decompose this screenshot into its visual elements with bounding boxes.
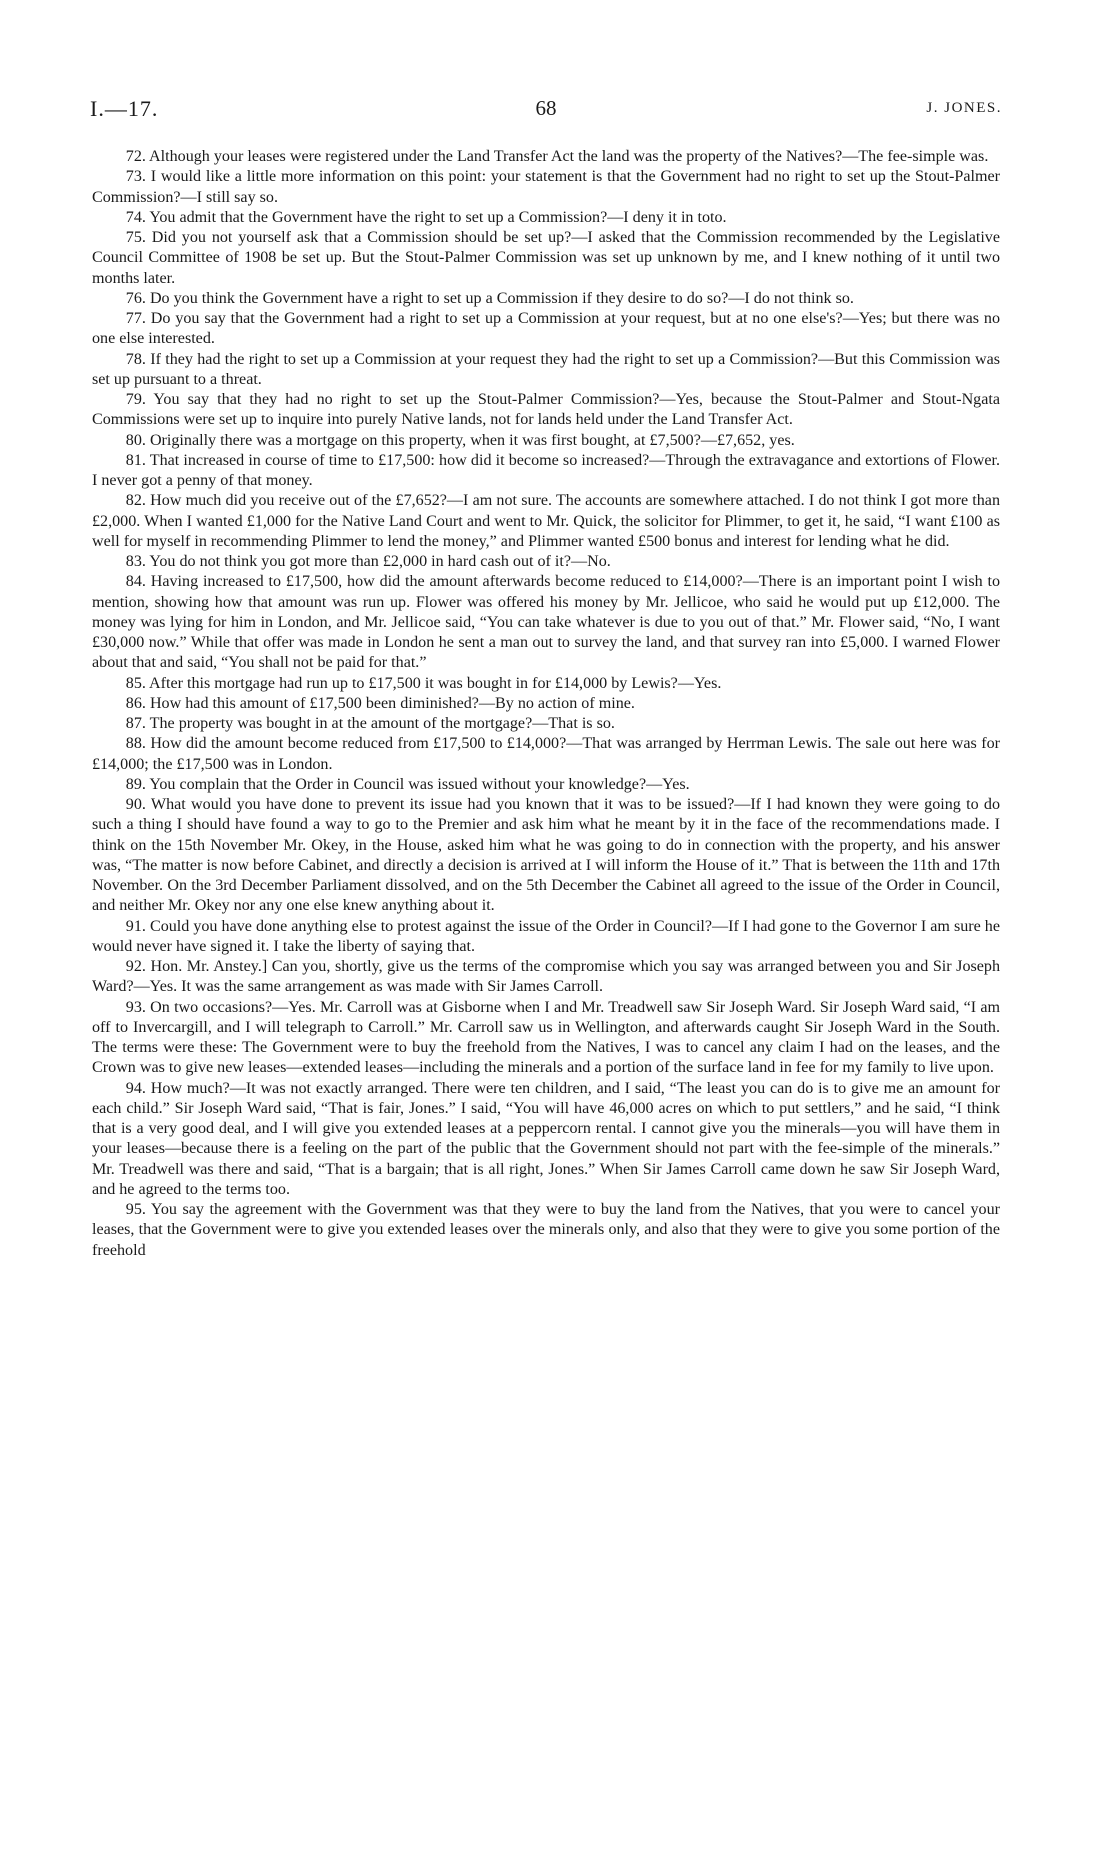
paragraph-82: 82. How much did you receive out of the £7,652?—I am not sure. The accounts are somewhere attached. I do not think I got more than £2,000. When I wanted £1,000 for the Native Land Court and went to Mr. Quick, the solicitor for Plimmer, to get it, he said, “I want £100 as well for myself in recommending Plimmer to lend the money,” and Plimmer wanted £500 bonus and interest for lending what he did.: [92, 492, 1000, 550]
paragraph-75: 75. Did you not yourself ask that a Commission should be set up?—I asked that the Commission recommended by the Legislative Council Committee of 1908 be set up. But the Stout-Palmer Commission was set up unknown by me, and I knew nothing of it until two months later.: [92, 229, 1000, 287]
paragraph-90: 90. What would you have done to prevent its issue had you known that it was to be issued?—If I had known they were going to do such a thing I should have found a way to go to the Premier and ask him what he meant by it in the face of the recommendations made. I think on the 15th November Mr. Okey, in the House, asked him what he was going to do in connection with the property, and his answer was, “The matter is now before Cabinet, and directly a decision is arrived at I will inform the House of it.” That is between the 11th and 17th November. On the 3rd December Parliament dissolved, and on the 5th December the Cabinet all agreed to the issue of the Order in Council, and neither Mr. Okey nor any one else knew anything about it.: [92, 796, 1000, 915]
paragraph-77: 77. Do you say that the Government had a right to set up a Commission at your request, but at no one else's?—Yes; but there was no one else interested.: [92, 310, 1000, 348]
paragraph-95: 95. You say the agreement with the Government was that they were to buy the land from the Natives, that you were to cancel your leases, that the Government were to give you extended leases over the minerals only, and also that they were to give you some portion of the freehold: [92, 1201, 1000, 1259]
page-header: [90, 96, 1002, 126]
paragraph-80: 80. Originally there was a mortgage on this property, when it was first bought, at £7,500?—£7,652, yes.: [125, 431, 795, 449]
document-body: [92, 147, 1000, 1261]
paragraph-86: 86. How had this amount of £17,500 been diminished?—By no action of mine.: [125, 694, 635, 712]
paragraph-81: 81. That increased in course of time to £17,500: how did it become so increased?—Through the extravagance and extortions of Flower. I never got a penny of that money.: [92, 451, 1000, 489]
witness-name: J. JONES.: [926, 100, 1002, 116]
page-number: 68: [535, 96, 557, 120]
paragraph-87: 87. The property was bought in at the amount of the mortgage?—That is so.: [125, 715, 615, 732]
paragraph-89: 89. You complain that the Order in Council was issued without your knowledge?—Yes.: [125, 775, 690, 793]
paragraph-93: 93. On two occasions?—Yes. Mr. Carroll was at Gisborne when I and Mr. Treadwell saw Sir Joseph Ward. Sir Joseph Ward said, “I am off to Invercargill, and I will telegraph to Carroll.” Mr. Carroll saw us in Wellington, and afterwards caught Sir Joseph Ward in the South. The terms were these: The Government were to buy the freehold from the Natives, I was to cancel any claim I had on the leases, and the Crown was to give new leases—extended leases—including the minerals and a portion of the surface land in fee for my family to live upon.: [92, 998, 1000, 1077]
paragraph-88: 88. How did the amount become reduced from £17,500 to £14,000?—That was arranged by Herrman Lewis. The sale out here was for £14,000; the £17,500 was in London.: [92, 735, 1000, 773]
paragraph-76: 76. Do you think the Government have a right to set up a Commission if they desire to do so?—I do not think so.: [125, 289, 854, 307]
parliamentary-paper-reference: I.—17.: [90, 96, 159, 121]
paragraph-85: 85. After this mortgage had run up to £17,500 it was bought in for £14,000 by Lewis?—Yes.: [125, 674, 722, 692]
paragraph-72: 72. Although your leases were registered under the Land Transfer Act the land was the property of the Natives?—The fee-simple was.: [125, 148, 989, 165]
paragraph-79: 79. You say that they had no right to set up the Stout-Palmer Commission?—Yes, because the Stout-Palmer and Stout-Ngata Commissions were set up to inquire into purely Native lands, not for lands held under the Land Transfer Act.: [92, 391, 1000, 429]
paragraph-84: 84. Having increased to £17,500, how did the amount afterwards become reduced to £14,000?—There is an important point I wish to mention, showing how that amount was run up. Flower was offered his money by Mr. Jellicoe, who said he would put up £12,000. The money was lying for him in London, and Mr. Jellicoe said, “You can take whatever is due to you out of that.” Mr. Flower said, “No, I want £30,000 now.” While that offer was made in London he sent a man out to survey the land, and that survey ran into £5,000. I warned Flower about that and said, “You shall not be paid for that.”: [92, 573, 1000, 672]
paragraph-91: 91. Could you have done anything else to protest against the issue of the Order in Council?—If I had gone to the Governor I am sure he would never have signed it. I take the liberty of saying that.: [92, 917, 1000, 955]
paragraph-94: 94. How much?—It was not exactly arranged. There were ten children, and I said, “The least you can do is to give me an amount for each child.” Sir Joseph Ward said, “That is fair, Jones.” I said, “You will have 46,000 acres on which to put settlers,” and he said, “I think that is a very good deal, and I will give you extended leases at a peppercorn rental. I cannot give you the minerals—you will have them in your leases—because there is a feeling on the part of the public that the Government should not part with the fee-simple of the minerals.” Mr. Treadwell was there and said, “That is a bargain; that is all right, Jones.” When Sir James Carroll came down he saw Sir Joseph Ward, and he agreed to the terms too.: [92, 1079, 1000, 1198]
paragraph-73: 73. I would like a little more information on this point: your statement is that the Government had no right to set up the Stout-Palmer Commission?—I still say so.: [92, 168, 1000, 206]
paragraph-92: 92. Hon. Mr. Anstey.] Can you, shortly, give us the terms of the compromise which you say was arranged between you and Sir Joseph Ward?—Yes. It was the same arrangement as was made with Sir James Carroll.: [92, 958, 1000, 996]
paragraph-78: 78. If they had the right to set up a Commission at your request they had the right to set up a Commission?—But this Commission was set up pursuant to a threat.: [92, 350, 1000, 388]
paragraph-74: 74. You admit that the Government have the right to set up a Commission?—I deny it in toto.: [125, 208, 727, 226]
paragraph-83: 83. You do not think you got more than £2,000 in hard cash out of it?—No.: [125, 553, 611, 570]
